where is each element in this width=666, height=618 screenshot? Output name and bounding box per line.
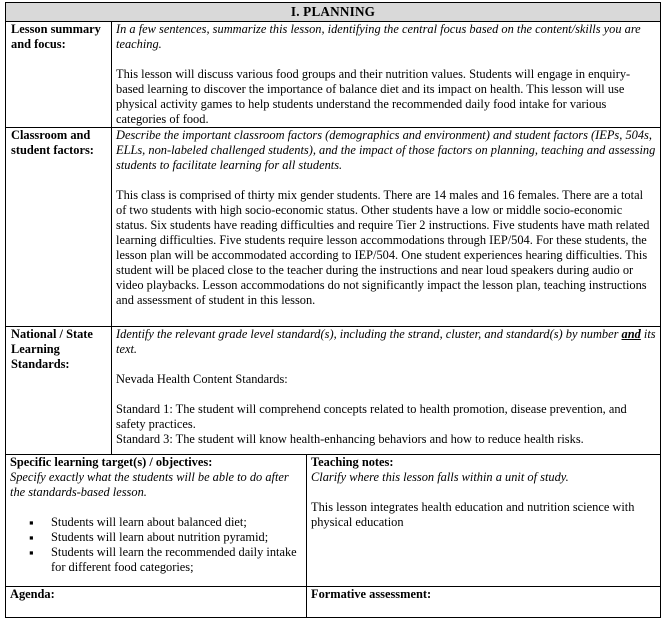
objectives-prompt: Specify exactly what the students will be able to do after the standards-based lesson. <box>10 470 289 499</box>
teaching-notes-label: Teaching notes: <box>311 455 394 469</box>
objectives-list <box>10 515 302 575</box>
factors-prompt: Describe the important classroom factors (demographics and environment) and student factors (IEPs, 504s, ELLs, non-labeled challenged students), and the impact of those factors on planning, teaching and assessing students to facilitate learning for all students. <box>116 128 656 172</box>
standards-content <box>112 327 661 455</box>
standards-prompt <box>116 327 656 357</box>
list-item: ▪ Students will learn about balanced diet; <box>51 515 302 530</box>
factors-answer: This class is comprised of thirty mix gender students. There are 14 males and 16 females. There are a total of two students with high socio-economic status. Other students have a low or middle socio-economic status. Six students have reading difficulties and require Tier 2 instructions. Five students have math related learning difficulties. Five students require lesson accommodations through IEP/504. For these students, the lesson plan will be accommodated according to IEP/504. One student experiences hearing difficulties. This student will be placed close to the teacher during the instructions and near loud speakers during audio or video playbacks. Lesson accommodations do not significantly impact the lesson plan, teaching instructions and assessment of student in this lesson. <box>116 188 650 307</box>
lesson-plan-document <box>5 2 660 618</box>
objectives-label: Specific learning target(s) / objectives: <box>10 455 213 469</box>
section-title: I. PLANNING <box>6 3 661 22</box>
objectives-cell <box>6 455 307 587</box>
factors-content <box>112 128 661 327</box>
standards-source: Nevada Health Content Standards: <box>116 372 288 386</box>
standards-label: National / State Learning Standards: <box>6 327 112 455</box>
list-item: ▪ Students will learn the recommended daily intake for different food categories; <box>51 545 302 575</box>
summary-label: Lesson summary and focus: <box>6 22 112 128</box>
summary-content <box>112 22 661 128</box>
factors-row <box>6 128 661 327</box>
agenda-row <box>6 587 661 618</box>
factors-label: Classroom and student factors: <box>6 128 112 327</box>
list-item: ▪ Students will learn about nutrition pyramid; <box>51 530 302 545</box>
summary-answer: This lesson will discuss various food groups and their nutrition values. Students will engage in enquiry-based learning to discover the importance of balance diet and its impact on health. This lesson will use physical activity games to help students understand the recommended daily food intake for various categories of food. <box>116 67 631 126</box>
formative-cell <box>307 587 661 618</box>
standards-prompt-end: its text. <box>116 327 656 356</box>
section-header-row <box>6 3 661 22</box>
standard-1: Standard 1: The student will comprehend concepts related to health promotion, disease prevention, and safety practices. <box>116 402 627 431</box>
formative-label: Formative assessment: <box>311 587 432 601</box>
standards-prompt-emphasis: and <box>621 327 641 341</box>
agenda-label: Agenda: <box>10 587 55 601</box>
teaching-notes-cell <box>307 455 661 587</box>
summary-row <box>6 22 661 128</box>
teaching-notes-prompt: Clarify where this lesson falls within a unit of study. <box>311 470 569 484</box>
standard-3: Standard 3: The student will know health-enhancing behaviors and how to reduce health risks. <box>116 432 584 446</box>
standards-prompt-start: Identify the relevant grade level standard(s), including the strand, cluster, and standard(s) by number <box>116 327 622 341</box>
planning-table <box>5 2 661 618</box>
agenda-cell <box>6 587 307 618</box>
objectives-notes-row <box>6 455 661 587</box>
teaching-notes-answer: This lesson integrates health education and nutrition science with physical education <box>311 500 635 529</box>
standards-row <box>6 327 661 455</box>
summary-prompt: In a few sentences, summarize this lesson, identifying the central focus based on the content/skills you are teaching. <box>116 22 641 51</box>
